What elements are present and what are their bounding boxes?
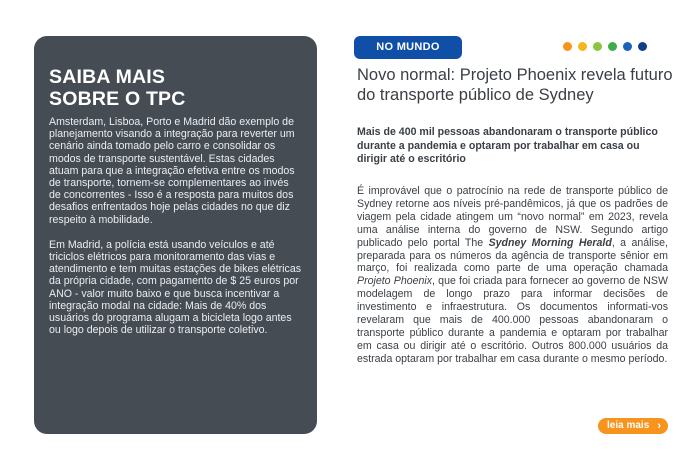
article-body-text: , que foi criada para fornecer ao governo de NSW modelagem de longo prazo para informar decisões de investimento e infraestrutura. Os documentos informati-vos revelaram que mais de 400.000 pessoas abandonaram o transporte público durante a pandemia e optaram por trabalhar em casa ou dirigir até o escritório. Outros 800.000 usuários da estrada optaram por trabalhar em casa durante o mesmo período.	[357, 275, 668, 365]
sidebar-paragraph: Amsterdam, Lisboa, Porto e Madrid dão exemplo de planejamento visando a integração para reverter um cenário ainda tomado pelo carro e consolidar os modos de transporte sustentável. Estas cidades atuam para que a integração efetiva entre os modos de transporte, tornem-se complementares ao invés de concorrentes - Isso é a resposta para muitos dos desafios enfrentados hoje pelas cidades no que diz respeito à mobilidade.	[49, 116, 295, 226]
decor-dot	[593, 42, 602, 51]
decor-dot	[623, 42, 632, 51]
chevron-right-icon: ›	[657, 420, 661, 432]
article-body-text: , a análise, preparada para os números da agência de transporte sênior em março, foi realizada como parte de uma operação chamada	[357, 236, 668, 275]
article-title: Novo normal: Projeto Phoenix revela futuro do transporte público de Sydney	[357, 66, 673, 104]
decor-dots	[563, 42, 647, 54]
article-body-emphasis: Projeto Phoenix	[357, 275, 433, 288]
sidebar-heading: SAIBA MAIS SOBRE O TPC	[49, 66, 186, 110]
decor-dot	[578, 42, 587, 51]
decor-dot	[608, 42, 617, 51]
read-more-label: leia mais	[607, 420, 650, 431]
decor-dot	[563, 42, 572, 51]
sidebar-paragraph: Em Madrid, a polícia está usando veículos e até triciclos elétricos para monitoramento das vias e atendimento e tem muitas estações de bikes elétricas da própria cidade, com pagamento de $ 25 euros por ANO - valor muito baixo e que busca incentivar a integração modal na cidade: Mais de 40% dos usuários do programa alugam a bicicleta logo antes ou logo depois de utilizar o transporte coletivo.	[49, 238, 302, 337]
article-lead: Mais de 400 mil pessoas abandonaram o transporte público durante a pandemia e optaram por trabalhar em casa ou dirigir até o escritório	[357, 126, 658, 165]
section-tag: NO MUNDO	[354, 36, 462, 59]
info-sidebar	[34, 36, 317, 434]
article-body	[357, 185, 668, 366]
article-body-emphasis: Sydney Morning Herald	[488, 236, 612, 249]
article-body-text: É improvável que o patrocínio na rede de transporte público de Sydney retorne aos níveis pré-pandêmicos, já que os padrões de viagem pela cidade atingem um “novo normal” em 2023, revela uma análise interna do governo de NSW. Segundo artigo publicado pelo portal The	[357, 185, 668, 249]
decor-dot	[638, 42, 647, 51]
read-more-button[interactable]	[598, 418, 668, 434]
